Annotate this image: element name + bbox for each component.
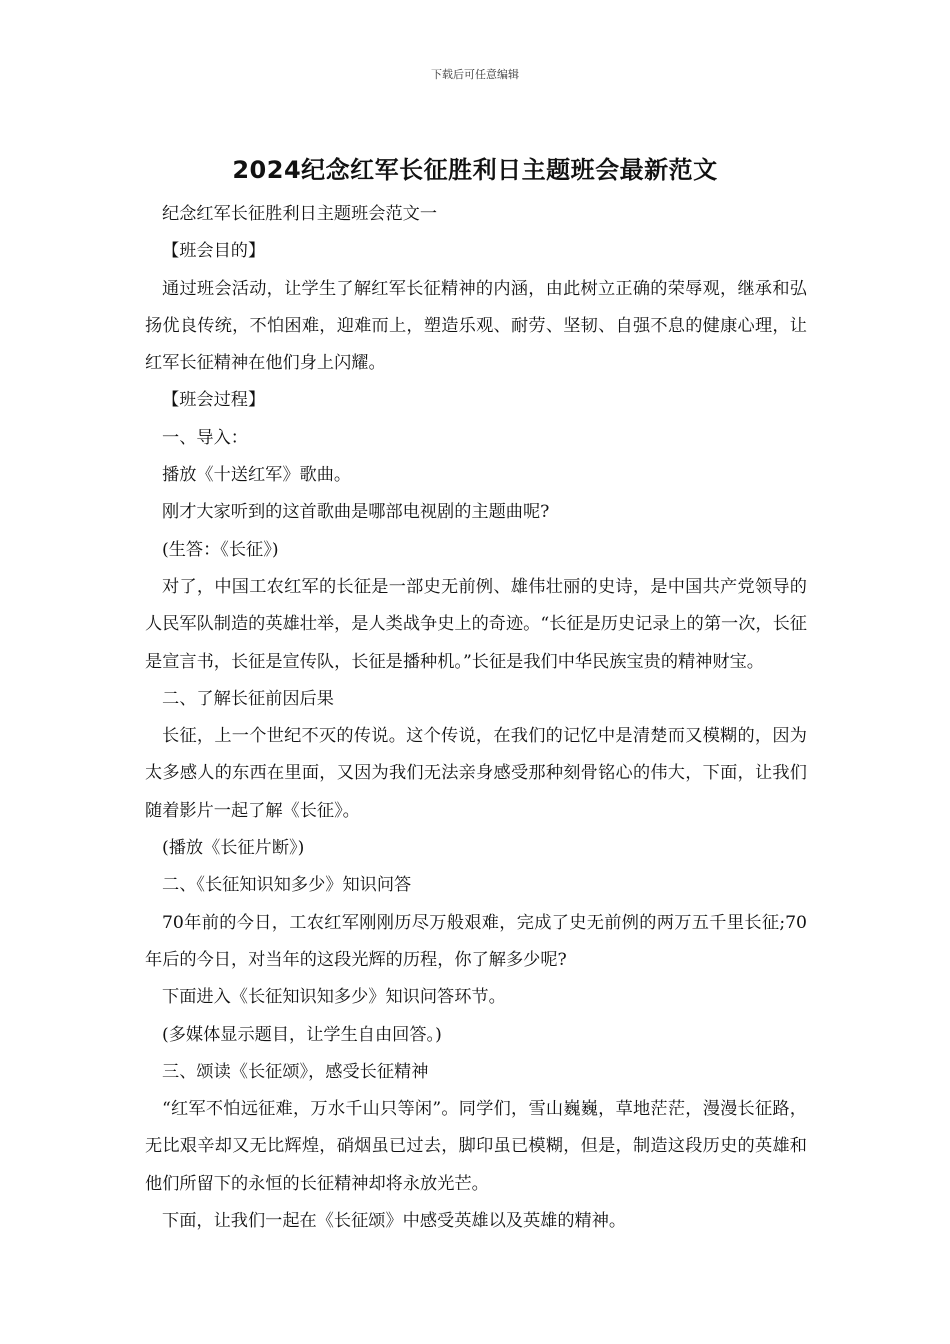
paragraph: 下面，让我们一起在《长征颂》中感受英雄以及英雄的精神。 xyxy=(162,1211,627,1232)
section-heading: 【班会目的】 xyxy=(162,241,266,262)
paragraph: 纪念红军长征胜利日主题班会范文一 xyxy=(162,204,438,224)
paragraph: 播放《十送红军》歌曲。 xyxy=(162,465,352,486)
document-title: 2024纪念红军长征胜利日主题班会最新范文 xyxy=(232,156,718,184)
paragraph: 三、颂读《长征颂》，感受长征精神 xyxy=(162,1061,429,1082)
paragraph: 对了，中国工农红军的长征是一部史无前例、雄伟壮丽的史诗，是中国共产党领导的人民军队制造的英雄壮举，是人类战争史上的奇迹。“长征是历史记录上的第一次，长征是宣言书，长征是宣传队，长征是播种机。”长征是我们中华民族宝贵的精神财宝。 xyxy=(145,576,807,672)
paragraph: 长征，上一个世纪不灭的传说。这个传说，在我们的记忆中是清楚而又模糊的，因为太多感人的东西在里面，又因为我们无法亲身感受那种刻骨铭心的伟大，下面，让我们随着影片一起了解《长征》。 xyxy=(145,726,807,821)
paragraph: 二、《长征知识知多少》知识问答 xyxy=(162,875,412,896)
paragraph: 二、了解长征前因后果 xyxy=(162,688,334,709)
paragraph: “红军不怕远征难，万水千山只等闲”。同学们，雪山巍巍，草地茫茫，漫漫长征路，无比艰辛却又无比辉煌，硝烟虽已过去，脚印虽已模糊，但是，制造这段历史的英雄和他们所留下的永恒的长征精神却将永放光芒。 xyxy=(145,1099,807,1194)
paragraph: 70年前的今日，工农红军刚刚历尽万般艰难，完成了史无前例的两万五千里长征;70年后的今日，对当年的这段光辉的历程，你了解多少呢? xyxy=(145,912,807,970)
paragraph: (播放《长征片断》) xyxy=(162,838,305,859)
paragraph: 通过班会活动，让学生了解红军长征精神的内涵，由此树立正确的荣辱观，继承和弘扬优良传统，不怕困难，迎难而上，塑造乐观、耐劳、坚韧、自强不息的健康心理，让红军长征精神在他们身上闪耀。 xyxy=(145,278,807,374)
paragraph: 刚才大家听到的这首歌曲是哪部电视剧的主题曲呢? xyxy=(162,502,550,523)
header-note: 下载后可任意编辑 xyxy=(431,68,519,81)
document-body xyxy=(145,196,807,1240)
paragraph: (多媒体显示题目，让学生自由回答。) xyxy=(162,1024,442,1045)
section-heading: 【班会过程】 xyxy=(162,390,266,411)
paragraph: 下面进入《长征知识知多少》知识问答环节。 xyxy=(162,987,506,1008)
paragraph: 一、导入： xyxy=(162,427,248,448)
paragraph: (生答：《长征》) xyxy=(162,539,279,560)
